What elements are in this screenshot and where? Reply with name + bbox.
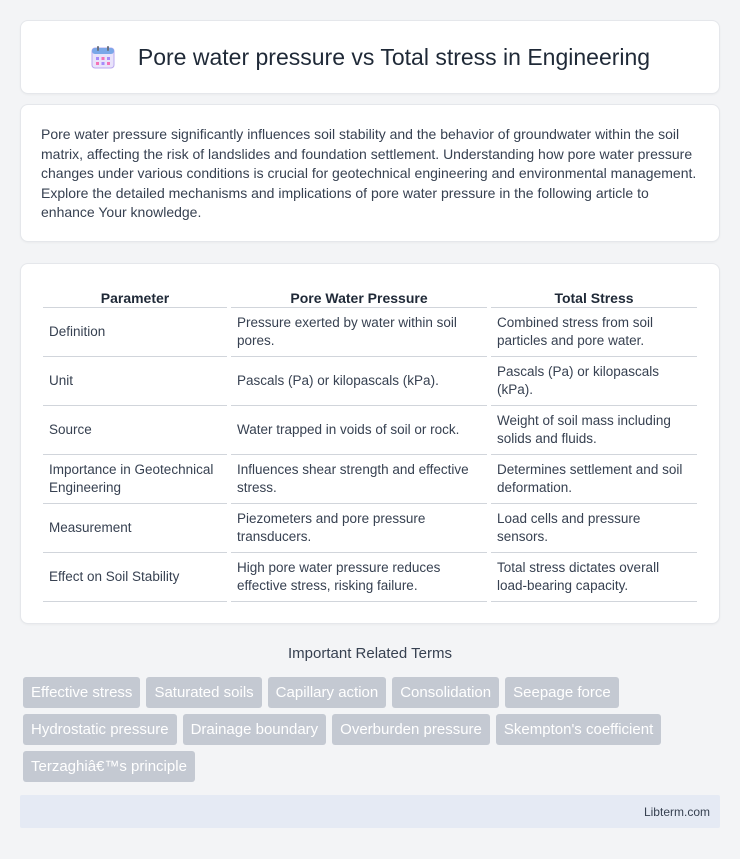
- tag-effective-stress[interactable]: Effective stress: [23, 677, 140, 708]
- tag-saturated-soils[interactable]: Saturated soils: [146, 677, 261, 708]
- table-row: [43, 455, 697, 504]
- intro-text: Pore water pressure significantly influences soil stability and the behavior of groundwater within the soil matrix, affecting the risk of landslides and foundation settlement. Understanding how pore water pressure changes under various conditions is crucial for geotechnical engineering and environmental management. Explore the detailed mechanisms and implications of pore water pressure in the following article to enhance Your knowledge.: [41, 126, 697, 221]
- table-row: [43, 357, 697, 406]
- tag-seepage-force[interactable]: Seepage force: [505, 677, 619, 708]
- table-cell: Pressure exerted by water within soil pores.: [231, 308, 487, 357]
- table-cell: Determines settlement and soil deformation.: [491, 455, 697, 504]
- header-card: [20, 20, 720, 94]
- tag-overburden-pressure[interactable]: Overburden pressure: [332, 714, 490, 745]
- footer: [20, 795, 720, 828]
- table-cell: Piezometers and pore pressure transducers.: [231, 504, 487, 553]
- table-cell: Source: [43, 406, 227, 455]
- table-cell: Pascals (Pa) or kilopascals (kPa).: [231, 357, 487, 406]
- related-terms-title: Important Related Terms: [288, 645, 452, 662]
- column-header-pore-water-pressure: Pore Water Pressure: [231, 284, 487, 308]
- tag-hydrostatic-pressure[interactable]: Hydrostatic pressure: [23, 714, 177, 745]
- table-cell: Definition: [43, 308, 227, 357]
- tag-drainage-boundary[interactable]: Drainage boundary: [183, 714, 327, 745]
- table-cell: Water trapped in voids of soil or rock.: [231, 406, 487, 455]
- table-cell: Weight of soil mass including solids and fluids.: [491, 406, 697, 455]
- table-cell: Combined stress from soil particles and pore water.: [491, 308, 697, 357]
- table-row: [43, 406, 697, 455]
- table-row: [43, 504, 697, 553]
- table-cell: Load cells and pressure sensors.: [491, 504, 697, 553]
- page-title: Pore water pressure vs Total stress in Engineering: [137, 43, 651, 70]
- table-cell: Unit: [43, 357, 227, 406]
- comparison-table: [39, 284, 701, 602]
- table-cell: Influences shear strength and effective stress.: [231, 455, 487, 504]
- tag-skemptons-coefficient[interactable]: Skempton's coefficient: [496, 714, 661, 745]
- tag-terzaghis-principle[interactable]: Terzaghiâ€™s principle: [23, 751, 195, 782]
- table-header-row: [43, 284, 697, 308]
- comparison-table-card: [20, 263, 720, 624]
- table-cell: Measurement: [43, 504, 227, 553]
- table-cell: High pore water pressure reduces effective stress, risking failure.: [231, 553, 487, 602]
- column-header-parameter: Parameter: [43, 284, 227, 308]
- table-cell: Effect on Soil Stability: [43, 553, 227, 602]
- table-cell: Importance in Geotechnical Engineering: [43, 455, 227, 504]
- table-cell: Total stress dictates overall load-bearing capacity.: [491, 553, 697, 602]
- tag-consolidation[interactable]: Consolidation: [392, 677, 499, 708]
- column-header-total-stress: Total Stress: [491, 284, 697, 308]
- calendar-icon: [90, 44, 116, 70]
- tag-capillary-action[interactable]: Capillary action: [268, 677, 387, 708]
- table-row: [43, 308, 697, 357]
- footer-brand[interactable]: Libterm.com: [643, 804, 710, 819]
- intro-card: [20, 104, 720, 242]
- related-terms-section: [0, 645, 740, 662]
- table-row: [43, 553, 697, 602]
- related-terms-tags: [23, 677, 723, 782]
- table-cell: Pascals (Pa) or kilopascals (kPa).: [491, 357, 697, 406]
